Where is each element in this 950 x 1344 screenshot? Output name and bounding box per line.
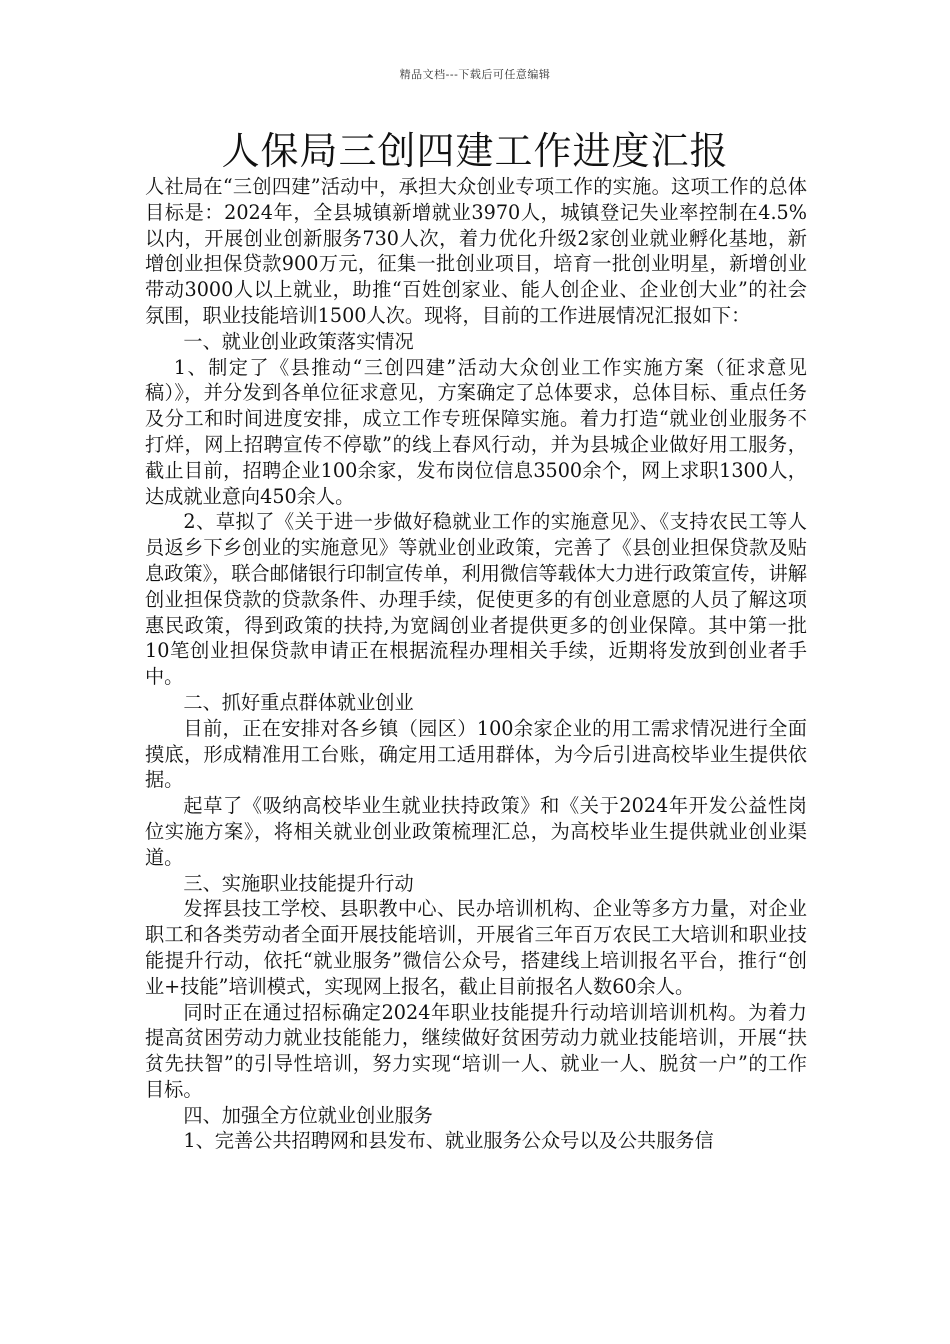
document-title: 人保局三创四建工作进度汇报 xyxy=(221,129,729,173)
section-heading-1: 一、就业创业政策落实情况 xyxy=(183,329,414,353)
paragraph-3-2: 同时正在通过招标确定2024年职业技能提升行动培训培训机构。为着力提高贫困劳动力就业技能能力，继续做好贫困劳动力就业技能培训，开展“扶贫先扶智”的引导性培训，努力实现“培训一人、就业一人、脱贫一户”的工作目标。 xyxy=(145,1000,807,1101)
paragraph-1-1: 1、制定了《县推动“三创四建”活动大众创业工作实施方案（征求意见稿）》，并分发到各单位征求意见，方案确定了总体要求，总体目标、重点任务及分工和时间进度安排，成立工作专班保障实施。着力打造“就业创业服务不打烊，网上招聘宣传不停歇”的线上春风行动，并为县城企业做好用工服务，截止目前，招聘企业100余家，发布岗位信息3500余个，网上求职1300人，达成就业意向450余人。 xyxy=(145,355,807,508)
intro-paragraph: 人社局在“三创四建”活动中，承担大众创业专项工作的实施。这项工作的总体目标是：2024年，全县城镇新增就业3970人，城镇登记失业率控制在4.5%以内，开展创业创新服务730人次，着力优化升级2家创业就业孵化基地，新增创业担保贷款900万元，征集一批创业项目，培育一批创业明星，新增创业带动3000人以上就业，助推“百姓创家业、能人创企业、企业创大业”的社会氛围，职业技能培训1500人次。现将，目前的工作进展情况汇报如下： xyxy=(145,175,807,327)
paragraph-3-1: 发挥县技工学校、县职教中心、民办培训机构、企业等多方力量，对企业职工和各类劳动者全面开展技能培训，开展省三年百万农民工大培训和职业技能提升行动，依托“就业服务”微信公众号，搭建线上培训报名平台，推行“创业+技能”培训模式，实现网上报名，截止目前报名人数60余人。 xyxy=(145,897,807,998)
paragraph-2-2: 起草了《吸纳高校毕业生就业扶持政策》和《关于2024年开发公益性岗位实施方案》，将相关就业创业政策梳理汇总，为高校毕业生提供就业创业渠道。 xyxy=(145,794,807,869)
paragraph-4-1: 1、完善公共招聘网和县发布、就业服务公众号以及公共服务信 xyxy=(183,1129,714,1153)
header-note: 精品文档---下载后可任意编辑 xyxy=(399,68,551,81)
section-heading-2: 二、抓好重点群体就业创业 xyxy=(183,690,414,714)
section-heading-4: 四、加强全方位就业创业服务 xyxy=(183,1103,433,1127)
section-heading-3: 三、实施职业技能提升行动 xyxy=(183,871,414,895)
paragraph-2-1: 目前，正在安排对各乡镇（园区）100余家企业的用工需求情况进行全面摸底，形成精准用工台账，确定用工适用群体，为今后引进高校毕业生提供依据。 xyxy=(145,716,807,792)
document-body xyxy=(145,174,807,1154)
paragraph-1-2: 2、草拟了《关于进一步做好稳就业工作的实施意见》、《支持农民工等人员返乡下乡创业的实施意见》等就业创业政策，完善了《县创业担保贷款及贴息政策》，联合邮储银行印制宣传单，利用微信等载体大力进行政策宣传，讲解创业担保贷款的贷款条件、办理手续，促使更多的有创业意愿的人员了解这项惠民政策，得到政策的扶持,为宽阔创业者提供更多的创业保障。其中第一批10笔创业担保贷款申请正在根据流程办理相关手续，近期将发放到创业者手中。 xyxy=(145,510,807,689)
